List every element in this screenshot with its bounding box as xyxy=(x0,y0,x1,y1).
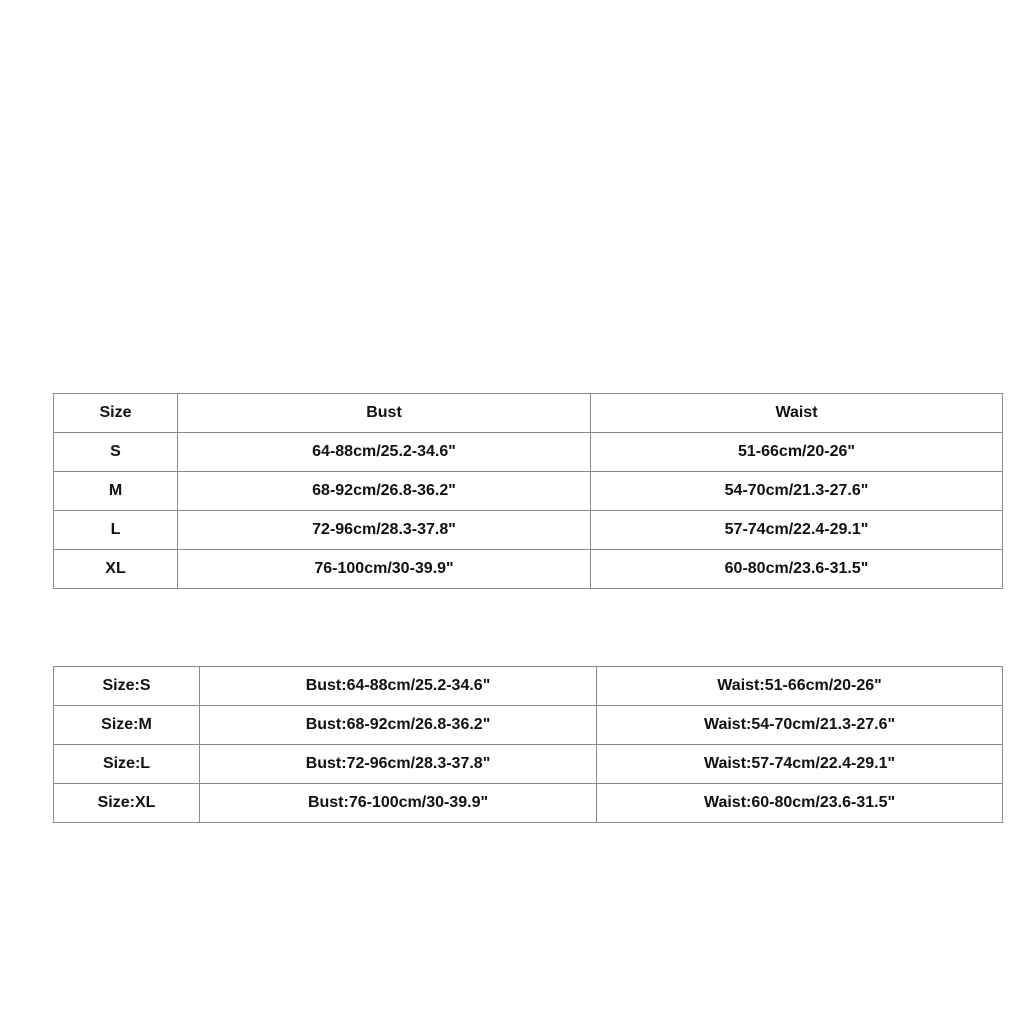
table-row xyxy=(54,511,1003,550)
bust-cell: Bust:68-92cm/26.8-36.2" xyxy=(200,706,597,745)
waist-cell: 54-70cm/21.3-27.6" xyxy=(591,472,1003,511)
size-cell: Size:M xyxy=(54,706,200,745)
bust-cell: 72-96cm/28.3-37.8" xyxy=(178,511,591,550)
bust-cell: Bust:64-88cm/25.2-34.6" xyxy=(200,667,597,706)
waist-cell: 51-66cm/20-26" xyxy=(591,433,1003,472)
table-row xyxy=(54,667,1003,706)
size-cell: M xyxy=(54,472,178,511)
size-cell: S xyxy=(54,433,178,472)
size-chart-table xyxy=(53,393,1003,589)
waist-cell: Waist:60-80cm/23.6-31.5" xyxy=(597,784,1003,823)
size-cell: Size:XL xyxy=(54,784,200,823)
bust-cell: 64-88cm/25.2-34.6" xyxy=(178,433,591,472)
header-bust: Bust xyxy=(178,394,591,433)
waist-cell: Waist:51-66cm/20-26" xyxy=(597,667,1003,706)
size-cell: L xyxy=(54,511,178,550)
header-waist: Waist xyxy=(591,394,1003,433)
size-cell: Size:L xyxy=(54,745,200,784)
size-chart-table-inline xyxy=(53,666,1003,823)
bust-cell: 76-100cm/30-39.9" xyxy=(178,550,591,589)
table-row xyxy=(54,706,1003,745)
waist-cell: 57-74cm/22.4-29.1" xyxy=(591,511,1003,550)
table-row xyxy=(54,784,1003,823)
waist-cell: Waist:57-74cm/22.4-29.1" xyxy=(597,745,1003,784)
header-size: Size xyxy=(54,394,178,433)
bust-cell: Bust:76-100cm/30-39.9" xyxy=(200,784,597,823)
table-header-row xyxy=(54,394,1003,433)
table-row xyxy=(54,472,1003,511)
waist-cell: Waist:54-70cm/21.3-27.6" xyxy=(597,706,1003,745)
size-cell: Size:S xyxy=(54,667,200,706)
size-cell: XL xyxy=(54,550,178,589)
table-row xyxy=(54,745,1003,784)
waist-cell: 60-80cm/23.6-31.5" xyxy=(591,550,1003,589)
bust-cell: Bust:72-96cm/28.3-37.8" xyxy=(200,745,597,784)
bust-cell: 68-92cm/26.8-36.2" xyxy=(178,472,591,511)
table-row xyxy=(54,433,1003,472)
table-row xyxy=(54,550,1003,589)
